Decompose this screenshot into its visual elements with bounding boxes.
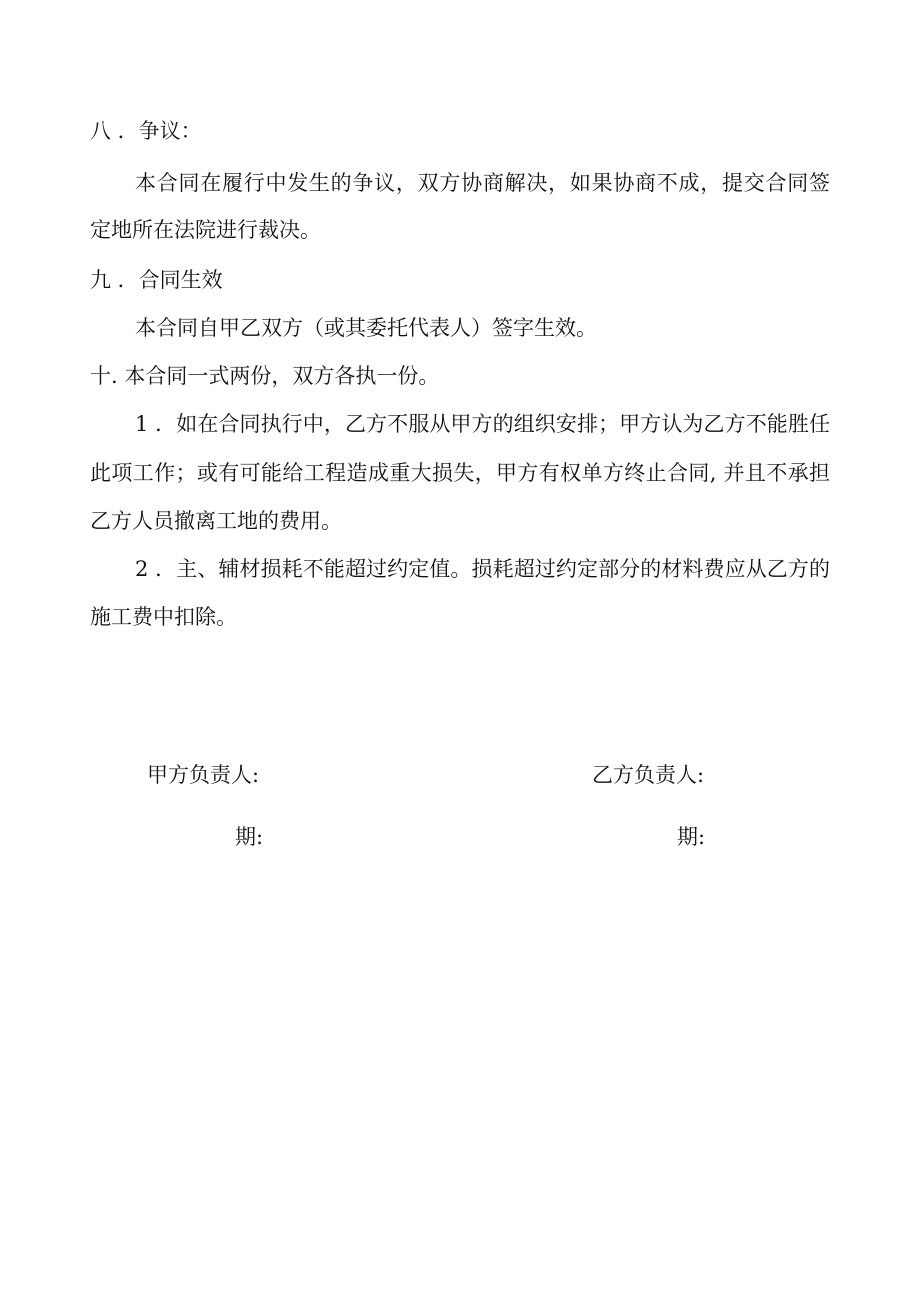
section-10-heading: 十. 本合同一式两份，双方各执一份。 xyxy=(90,364,440,388)
section-9-body: 本合同自甲乙双方（或其委托代表人）签字生效。 xyxy=(135,316,597,340)
section-10-item-1-line-3: 乙方人员撤离工地的费用。 xyxy=(90,509,342,533)
section-10-item-1-line-2: 此项工作；或有可能给工程造成重大损失，甲方有权单方终止合同, 并且不承担 xyxy=(90,461,830,485)
section-8-heading: 八 ．争议： xyxy=(90,119,202,143)
party-a-date-label: 期: xyxy=(235,825,264,849)
section-10-item-2-line-2: 施工费中扣除。 xyxy=(90,605,237,629)
section-8-body-line-1: 本合同在履行中发生的争议，双方协商解决，如果协商不成，提交合同签 xyxy=(135,171,830,195)
section-9-heading: 九 ．合同生效 xyxy=(90,268,223,292)
section-10-item-1-line-1: 1 ．如在合同执行中，乙方不服从甲方的组织安排；甲方认为乙方不能胜任 xyxy=(135,412,830,436)
party-a-signatory-label: 甲方负责人: xyxy=(147,763,260,787)
party-b-date-label: 期: xyxy=(677,825,706,849)
section-10-item-2-line-1: 2 ．主、辅材损耗不能超过约定值。损耗超过约定部分的材料费应从乙方的 xyxy=(135,557,830,581)
section-8-body-line-2: 定地所在法院进行裁决。 xyxy=(90,218,321,242)
party-b-signatory-label: 乙方负责人: xyxy=(592,763,705,787)
